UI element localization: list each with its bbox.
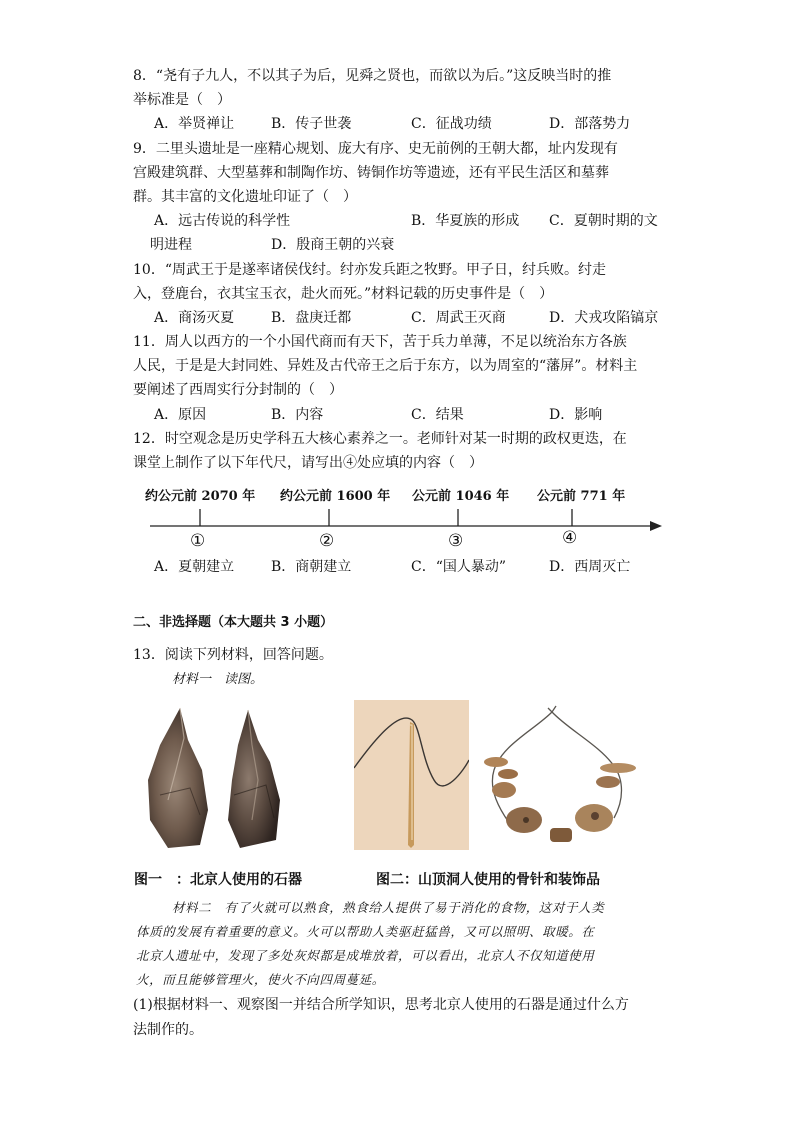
q9-option-d: D．殷商王朝的兴衰 (271, 237, 395, 253)
q12-stem-line2: 课堂上制作了以下年代尺，请写出④处应填的内容（ ） (133, 455, 483, 471)
q8-option-c: C．征战功绩 (411, 116, 492, 132)
q11-stem-line1: 11．周人以西方的一个小国代商而有天下，苦于兵力单薄，不足以统治东方各族 (133, 334, 627, 350)
q8-option-d: D．部落势力 (549, 116, 631, 132)
q12-option-a: A．夏朝建立 (154, 559, 235, 575)
q12-option-b: B．商朝建立 (271, 559, 352, 575)
q8-stem-line1: 8．“尧有子九人，不以其子为后，见舜之贤也，而欲以为后。”这反映当时的推 (133, 68, 612, 84)
q9-option-c-continued: 明进程 (150, 237, 192, 253)
q8-stem-line2: 举标准是（ ） (133, 92, 231, 108)
q11-option-d: D．影响 (549, 407, 603, 423)
q10-option-c: C．周武王灭商 (411, 310, 506, 326)
material2-line4: 火，而且能够管理火，使火不向四周蔓延。 (136, 972, 385, 987)
q10-option-d: D．犬戎攻陷镐京 (549, 310, 659, 326)
q13-material1: 材料一 读图。 (172, 672, 264, 687)
timeline-marker-1: ① (190, 531, 206, 551)
q11-option-a: A．原因 (154, 407, 207, 423)
q12-option-d: D．西周灭亡 (549, 559, 631, 575)
q8-option-b: B．传子世袭 (271, 116, 352, 132)
q9-option-c: C．夏朝时期的文 (549, 213, 658, 229)
figure2-caption: 图二：山顶洞人使用的骨针和装饰品 (376, 872, 600, 888)
timeline-axis (140, 480, 670, 555)
section-title: 二、非选择题（本大题共 3 小题） (133, 615, 334, 630)
necklace-image (474, 700, 644, 850)
q10-option-b: B．盘庚迁都 (271, 310, 352, 326)
q9-stem-line2: 宫殿建筑群、大型墓葬和制陶作坊、铸铜作坊等遗迹，还有平民生活区和墓葬 (133, 165, 609, 181)
q9-option-b: B．华夏族的形成 (411, 213, 520, 229)
q8-option-a: A．举贤禅让 (154, 116, 235, 132)
q13-sub1-line2: 法制作的。 (133, 1022, 203, 1038)
timeline-marker-3: ③ (448, 531, 464, 551)
q10-stem-line1: 10．“周武王于是遂率诸侯伐纣。纣亦发兵距之牧野。甲子日，纣兵败。纣走 (133, 262, 606, 278)
timeline-label-4: 公元前 771 年 (537, 489, 626, 504)
timeline-marker-4: ④ (562, 528, 578, 548)
timeline (140, 480, 670, 555)
bone-needle-image (354, 700, 469, 850)
q10-option-a: A．商汤灭夏 (154, 310, 235, 326)
material2-line3: 北京人遗址中，发现了多处灰烬都是成堆放着，可以看出，北京人不仅知道使用 (136, 948, 595, 963)
timeline-label-3: 公元前 1046 年 (412, 489, 510, 504)
figure1-caption: 图一 ：北京人使用的石器 (134, 872, 302, 888)
timeline-label-2: 约公元前 1600 年 (280, 489, 391, 504)
q13-intro: 13．阅读下列材料，回答问题。 (133, 647, 333, 663)
stone-tools-image (140, 700, 300, 850)
material2-line2: 体质的发展有着重要的意义。火可以帮助人类驱赶猛兽，又可以照明、取暖。在 (136, 924, 595, 939)
q11-option-b: B．内容 (271, 407, 324, 423)
q11-stem-line3: 要阐述了西周实行分封制的（ ） (133, 382, 343, 398)
q12-stem-line1: 12．时空观念是历史学科五大核心素养之一。老师针对某一时期的政权更迭，在 (133, 431, 627, 447)
q13-sub1-line1: (1)根据材料一、观察图一并结合所学知识，思考北京人使用的石器是通过什么方 (133, 997, 629, 1013)
q12-option-c: C．“国人暴动” (411, 559, 507, 575)
material2-line1: 材料二 有了火就可以熟食，熟食给人提供了易于消化的食物，这对于人类 (172, 900, 605, 915)
timeline-label-1: 约公元前 2070 年 (145, 489, 256, 504)
timeline-marker-2: ② (319, 531, 335, 551)
q9-stem-line3: 群。其丰富的文化遗址印证了（ ） (133, 189, 357, 205)
q11-option-c: C．结果 (411, 407, 464, 423)
q9-stem-line1: 9．二里头遗址是一座精心规划、庞大有序、史无前例的王朝大都，址内发现有 (133, 141, 618, 157)
q10-stem-line2: 入，登鹿台，衣其宝玉衣，赴火而死。”材料记载的历史事件是（ ） (133, 286, 554, 302)
q11-stem-line2: 人民，于是是大封同姓、异姓及古代帝王之后于东方，以为周室的“藩屏”。材料主 (133, 358, 638, 374)
q9-option-a: A．远古传说的科学性 (154, 213, 291, 229)
